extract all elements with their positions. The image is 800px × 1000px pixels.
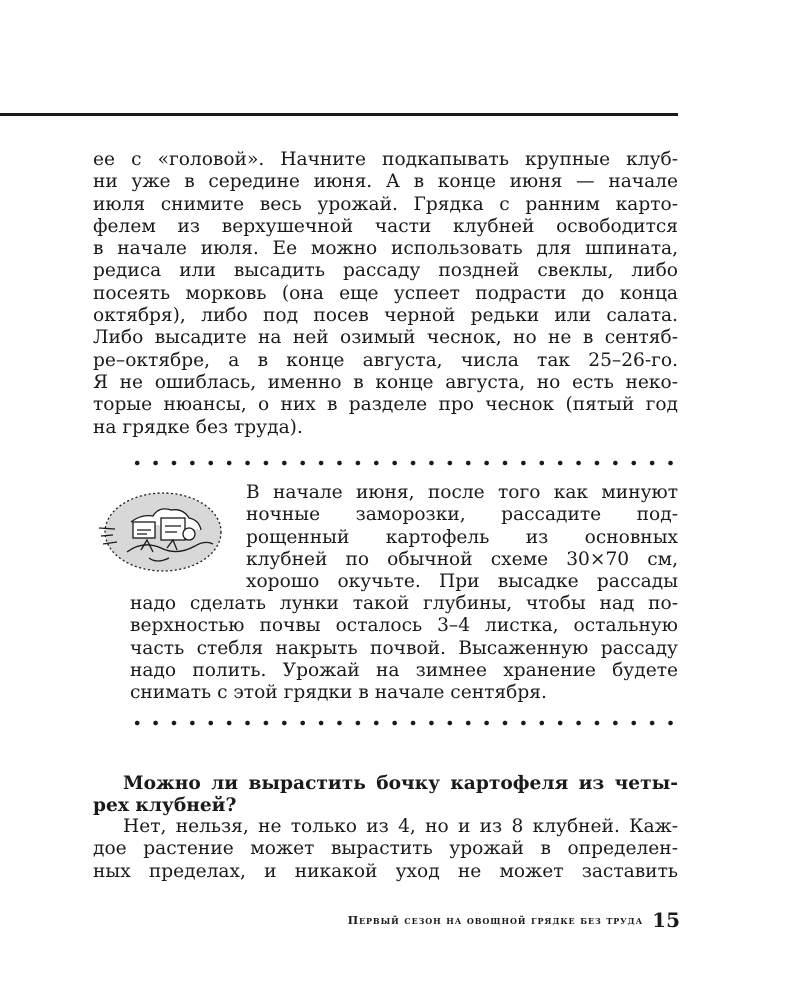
text-line: дое растение может вырастить урожай в определен- [93,838,678,860]
tip-bottom-dotted-rule [128,720,680,726]
page-number: 15 [652,908,680,932]
paragraph-1 [93,149,678,439]
text-line: Я не ошиблась, именно в конце августа, но есть неко- [93,371,678,393]
text-line: хорошо окучьте. При высадке рассады [246,571,678,593]
text-line: фелем из верхушечной части клубней освободится [93,215,678,237]
gardener-tip-icon [97,488,227,578]
text-line: рех клубней? [93,795,237,817]
text-line: надо сделать лунки такой глубины, чтобы над по- [130,593,678,614]
text-line: посеять морковь (она еще успеет подрасти до конца [93,282,678,304]
text-line: июля снимите весь урожай. Грядка с ранним карто- [93,193,678,215]
text-line: Либо высадите на ней озимый чеснок, но не в сентяб- [93,327,678,349]
text-line: верхностью почвы осталось 3–4 листка, остальную [130,615,678,637]
text-line: ее с «головой». Начните подкапывать крупные клуб- [93,149,678,170]
text-line: редиса или высадить рассаду поздней свеклы, либо [93,260,678,282]
text-line: ни уже в середине июня. А в конце июня — начале [93,171,678,193]
text-line: ре–октябре, а в конце августа, числа так 25–26-го. [93,349,678,371]
question-heading [93,773,678,818]
text-line: часть стебля накрыть почвой. Высаженную рассаду [130,637,678,659]
text-line: рощенный картофель из основных [246,526,678,548]
running-footer-title: Первый сезон на овощной грядке без труда [347,914,643,927]
paragraph-2 [93,816,678,883]
text-line: октября), либо под посев черной редьки или салата. [93,305,678,327]
text-line: в начале июля. Ее можно использовать для шпината, [93,238,678,260]
text-line: снимать с этой грядки в начале сентября. [130,682,547,704]
text-line: Нет, нельзя, не только из 4, но и из 8 клубней. Каж- [123,816,678,837]
text-line: на грядке без труда). [93,416,303,438]
header-rule [0,113,678,116]
tip-text-full [130,593,678,704]
text-line: В начале июня, после того как минуют [246,482,678,503]
text-line: ных пределах, и никакой уход не может заставить [93,860,678,882]
text-line: надо полить. Урожай на зимнее хранение будете [130,659,678,681]
tip-top-dotted-rule [128,460,680,466]
tip-text-beside-icon [246,482,678,593]
text-line: клубней по обычной схеме 30×70 см, [246,548,678,570]
text-line: ночные заморозки, рассадите под- [246,504,678,526]
text-line: Можно ли вырастить бочку картофеля из четы- [123,773,678,794]
text-line: торые нюансы, о них в разделе про чеснок (пятый год [93,394,678,416]
